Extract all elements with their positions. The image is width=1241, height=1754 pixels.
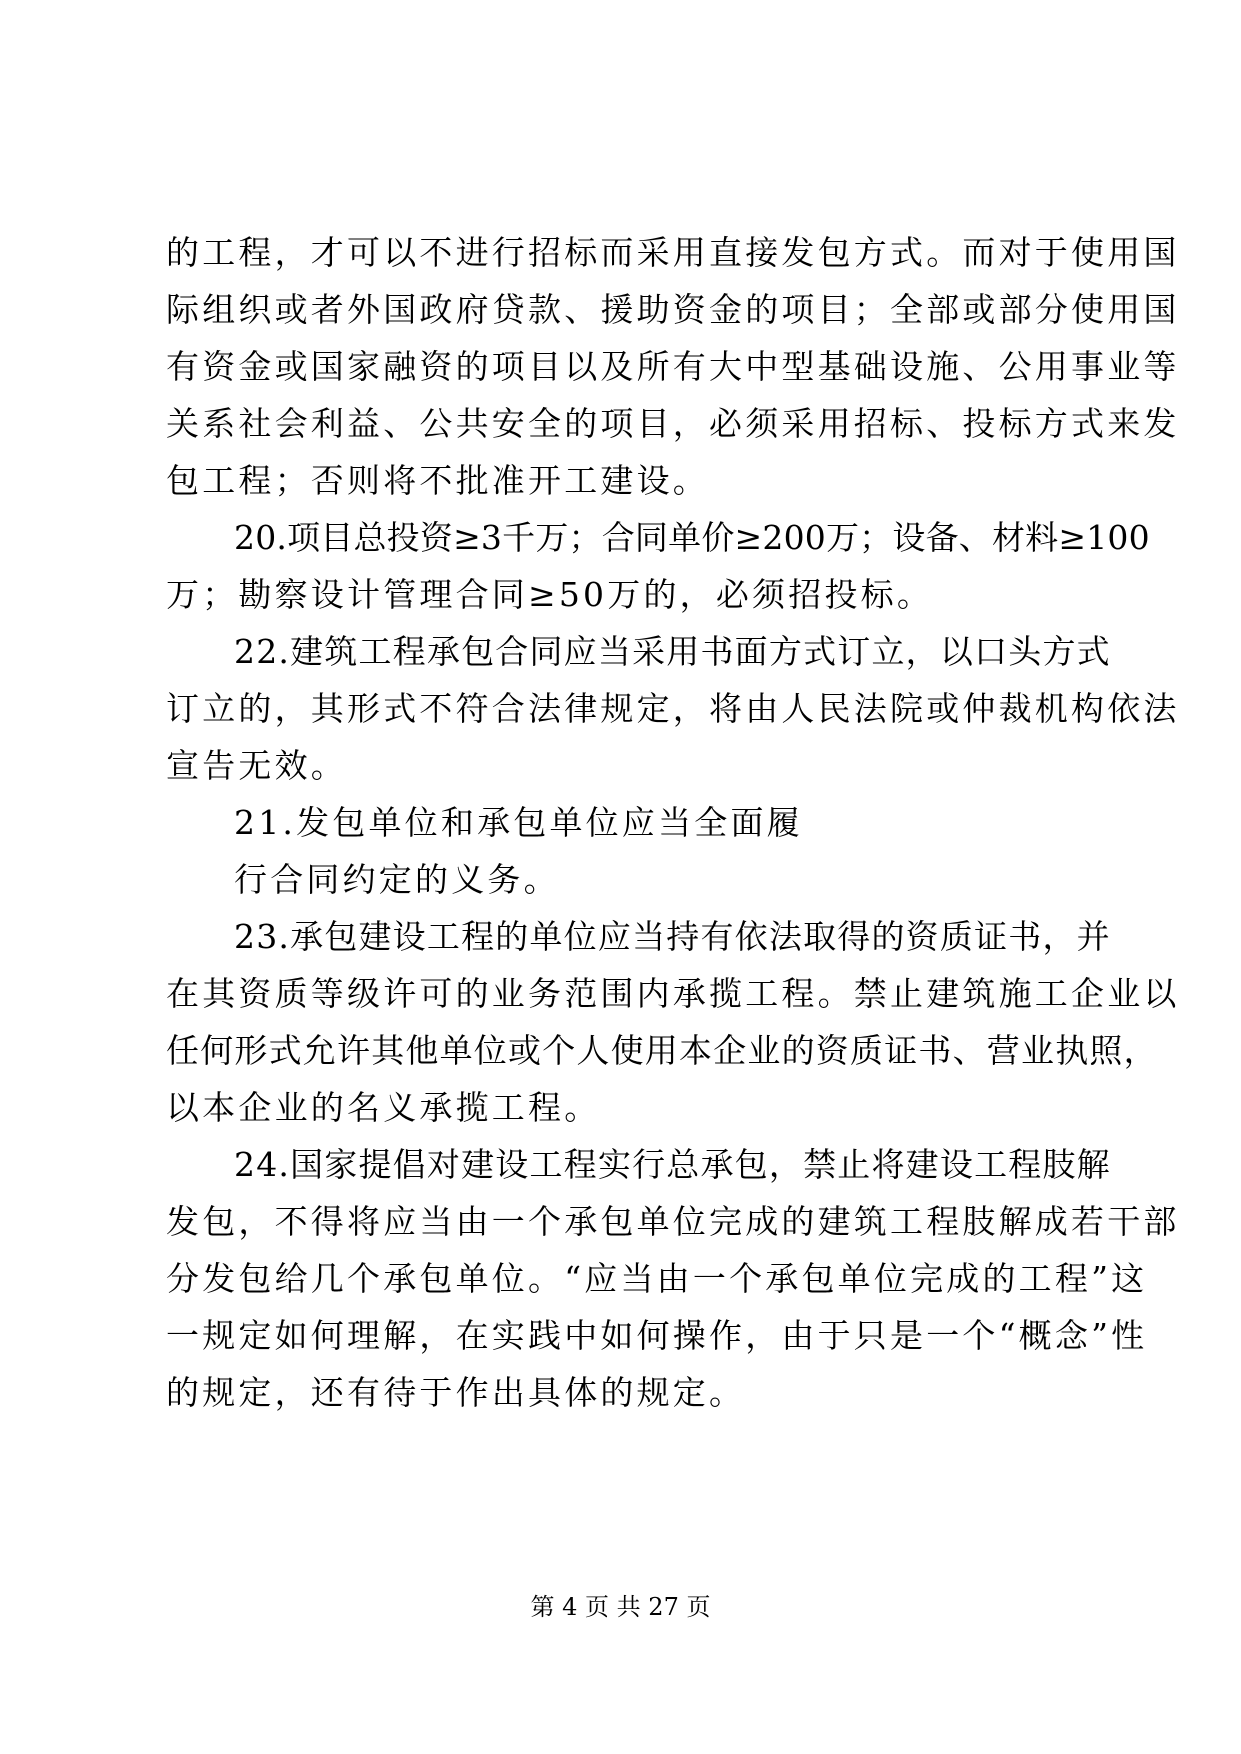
text-line: 22.建筑工程承包合同应当采用书面方式订立，以口头方式: [234, 632, 1111, 671]
text-line: 订立的，其形式不符合法律规定，将由人民法院或仲裁机构依法: [166, 689, 1180, 728]
text-line: 的工程，才可以不进行招标而采用直接发包方式。而对于使用国: [166, 233, 1180, 272]
text-line: 行合同约定的义务。: [234, 860, 560, 899]
text-line: 分发包给几个承包单位。“应当由一个承包单位完成的工程”这: [166, 1259, 1148, 1298]
text-line: 关系社会利益、公共安全的项目，必须采用招标、投标方式来发: [166, 404, 1180, 443]
text-line: 际组织或者外国政府贷款、援助资金的项目；全部或部分使用国: [166, 290, 1180, 329]
text-line: 有资金或国家融资的项目以及所有大中型基础设施、公用事业等: [166, 347, 1180, 386]
text-line: 20.项目总投资≥3千万；合同单价≥200万；设备、材料≥100: [234, 518, 1150, 557]
text-line: 的规定，还有待于作出具体的规定。: [166, 1373, 746, 1412]
text-line: 万；勘察设计管理合同≥50万的，必须招投标。: [166, 575, 934, 614]
text-line: 23.承包建设工程的单位应当持有依法取得的资质证书，并: [234, 917, 1111, 956]
text-line: 21.发包单位和承包单位应当全面履: [234, 803, 803, 842]
page-number-footer: 第 4 页 共 27 页: [530, 1593, 711, 1621]
text-line: 24.国家提倡对建设工程实行总承包，禁止将建设工程肢解: [234, 1145, 1111, 1184]
text-line: 任何形式允许其他单位或个人使用本企业的资质证书、营业执照，: [166, 1031, 1158, 1070]
text-line: 一规定如何理解，在实践中如何操作，由于只是一个“概念”性: [166, 1316, 1148, 1355]
text-line: 发包，不得将应当由一个承包单位完成的建筑工程肢解成若干部: [166, 1202, 1180, 1241]
text-line: 包工程；否则将不批准开工建设。: [166, 461, 709, 500]
text-line: 在其资质等级许可的业务范围内承揽工程。禁止建筑施工企业以: [166, 974, 1180, 1013]
text-line: 以本企业的名义承揽工程。: [166, 1088, 601, 1127]
text-line: 宣告无效。: [166, 746, 347, 785]
